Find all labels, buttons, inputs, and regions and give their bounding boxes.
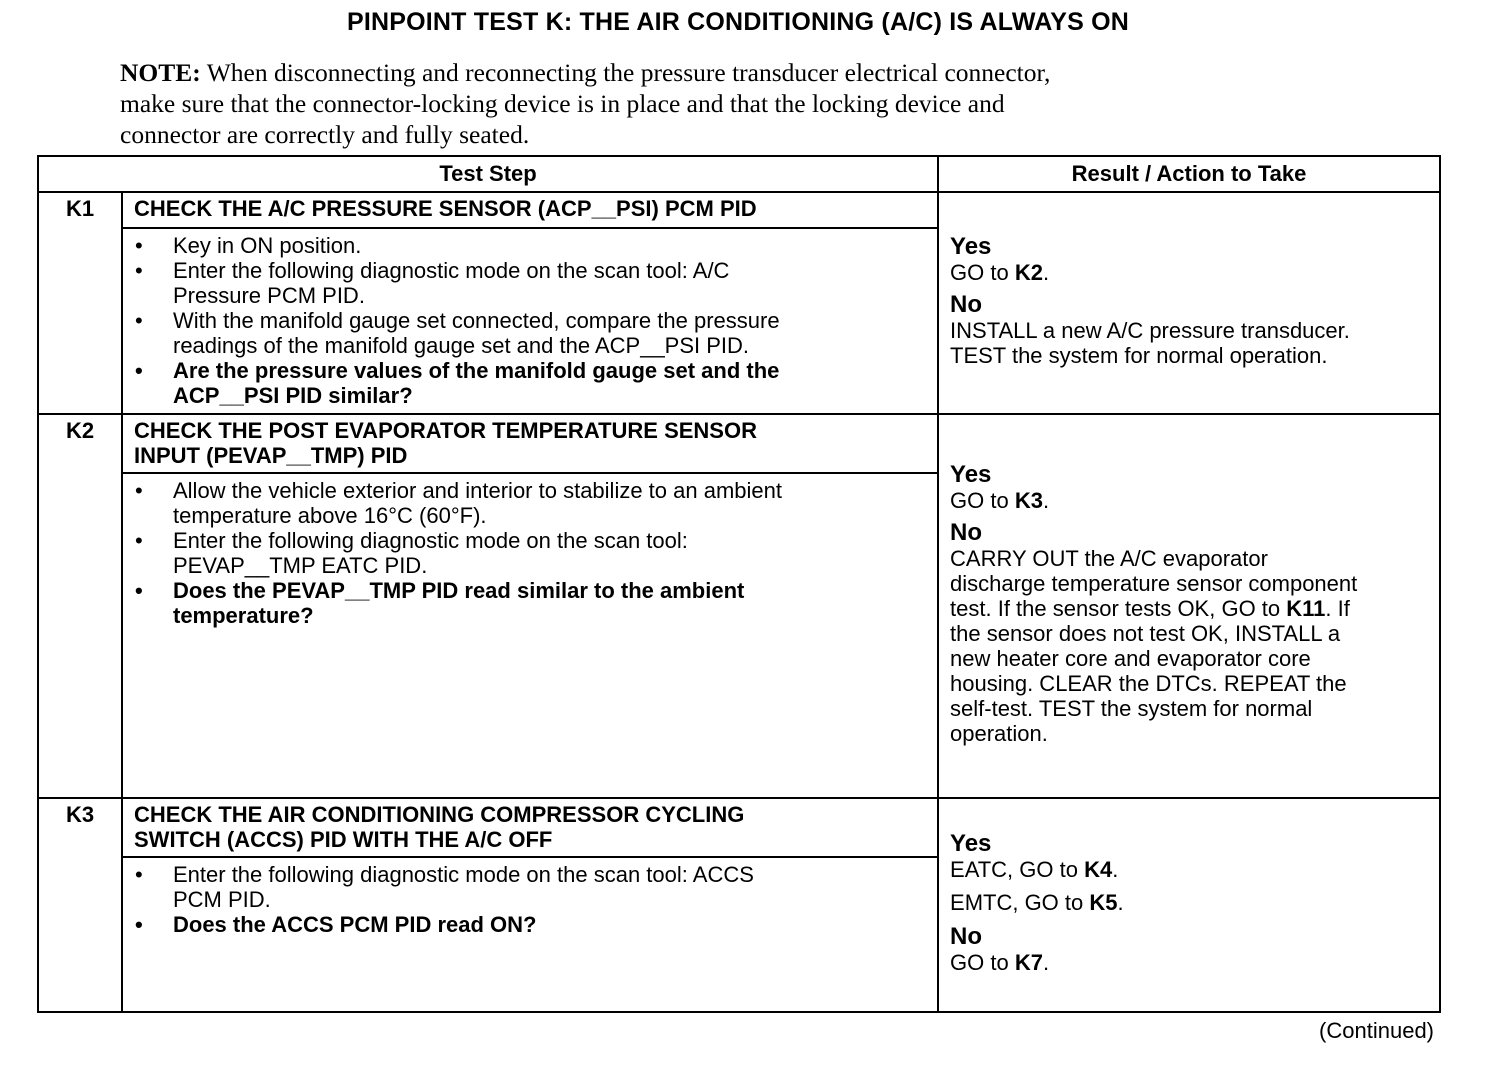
result-action-group — [950, 260, 1429, 285]
step-title-row — [38, 414, 1440, 473]
continued-label: (Continued) — [1319, 1018, 1434, 1043]
result-action-line: INSTALL a new A/C pressure transducer. — [950, 317, 1350, 343]
instruction-line: temperature? — [173, 603, 314, 628]
result-action-line: TEST the system for normal operation. — [950, 342, 1328, 368]
step-title-row — [38, 798, 1440, 857]
result-action-line: test. If the sensor tests OK, GO to K11. If — [950, 595, 1350, 621]
step-reference: K11 — [1286, 595, 1326, 621]
result-action-line: EATC, GO to K4. — [950, 856, 1119, 882]
pinpoint-test-table — [37, 155, 1441, 1013]
result-action-group — [950, 318, 1429, 368]
step-reference: K5 — [1089, 889, 1118, 915]
no-result-label: No — [950, 518, 983, 546]
instruction-line: With the manifold gauge set connected, compare the pressure — [173, 308, 780, 333]
instruction-item — [135, 862, 927, 912]
step-result — [938, 414, 1440, 798]
no-result-label: No — [950, 290, 983, 318]
step-result — [938, 798, 1440, 1012]
result-action-line: the sensor does not test OK, INSTALL a — [950, 620, 1341, 646]
step-id: K2 — [38, 414, 122, 798]
yes-result-label: Yes — [950, 829, 992, 857]
note-line: make sure that the connector-locking device is in place and that the locking device and — [120, 89, 1005, 118]
instruction-list — [135, 233, 927, 408]
step-reference: K4 — [1084, 856, 1113, 882]
instruction-line: Enter the following diagnostic mode on the scan tool: — [173, 528, 688, 553]
step-result — [938, 192, 1440, 414]
result-action-line: GO to K7. — [950, 949, 1050, 975]
instruction-line: Does the PEVAP__TMP PID read similar to the ambient — [173, 578, 745, 603]
bullet-icon: • — [135, 912, 143, 937]
step-reference: K2 — [1014, 259, 1043, 285]
step-question — [135, 358, 927, 408]
step-title — [122, 414, 938, 473]
bullet-icon: • — [135, 358, 143, 383]
instruction-line: Key in ON position. — [173, 233, 362, 258]
instruction-item — [135, 308, 927, 358]
instruction-line: Allow the vehicle exterior and interior to stabilize to an ambient — [173, 478, 782, 503]
step-title-line: INPUT (PEVAP__TMP) PID — [134, 443, 408, 468]
instruction-line: readings of the manifold gauge set and the ACP__PSI PID. — [173, 333, 750, 358]
step-id: K1 — [38, 192, 122, 414]
result-action-group — [950, 488, 1429, 513]
step-title-line: SWITCH (ACCS) PID WITH THE A/C OFF — [134, 827, 553, 852]
result-action-line: GO to K3. — [950, 487, 1050, 513]
instruction-line: Enter the following diagnostic mode on the scan tool: A/C — [173, 258, 730, 283]
bullet-icon: • — [135, 862, 143, 887]
instruction-line: Enter the following diagnostic mode on the scan tool: ACCS — [173, 862, 754, 887]
page-title: PINPOINT TEST K: THE AIR CONDITIONING (A/C) IS ALWAYS ON — [346, 8, 1130, 36]
instruction-line: temperature above 16°C (60°F). — [173, 503, 487, 528]
bullet-icon: • — [135, 578, 143, 603]
header-result-action: Result / Action to Take — [938, 156, 1440, 192]
note-line: connector are correctly and fully seated. — [120, 120, 530, 149]
result-action-line: operation. — [950, 720, 1048, 746]
yes-result-label: Yes — [950, 232, 992, 260]
instruction-line: Does the ACCS PCM PID read ON? — [173, 912, 537, 937]
instruction-line: Pressure PCM PID. — [173, 283, 365, 308]
result-action-line: self-test. TEST the system for normal — [950, 695, 1313, 721]
step-reference: K7 — [1014, 949, 1043, 975]
bullet-icon: • — [135, 308, 143, 333]
result-action-line: GO to K2. — [950, 259, 1050, 285]
yes-result-label: Yes — [950, 460, 992, 488]
step-title — [122, 798, 938, 857]
note-line: NOTE: When disconnecting and reconnecting the pressure transducer electrical connector, — [120, 58, 1051, 87]
instruction-list — [135, 478, 927, 628]
step-instructions — [122, 857, 938, 1012]
step-title-line: CHECK THE A/C PRESSURE SENSOR (ACP__PSI) PCM PID — [134, 196, 757, 221]
result-action-group — [950, 546, 1429, 746]
step-title-line: CHECK THE AIR CONDITIONING COMPRESSOR CYCLING — [134, 802, 745, 827]
step-title-row — [38, 192, 1440, 228]
instruction-item — [135, 528, 927, 578]
step-id: K3 — [38, 798, 122, 1012]
instruction-item — [135, 233, 927, 258]
result-action-line: housing. CLEAR the DTCs. REPEAT the — [950, 670, 1347, 696]
step-instructions — [122, 228, 938, 414]
result-action-line: CARRY OUT the A/C evaporator — [950, 545, 1268, 571]
bullet-icon: • — [135, 478, 143, 503]
step-question — [135, 912, 927, 937]
step-title-line: CHECK THE POST EVAPORATOR TEMPERATURE SENSOR — [134, 418, 757, 443]
step-reference: K3 — [1014, 487, 1043, 513]
instruction-line: ACP__PSI PID similar? — [173, 383, 413, 408]
instruction-item — [135, 478, 927, 528]
step-question — [135, 578, 927, 628]
instruction-item — [135, 258, 927, 308]
instruction-line: PEVAP__TMP EATC PID. — [173, 553, 428, 578]
result-action-line: discharge temperature sensor component — [950, 570, 1358, 596]
result-action-group — [950, 857, 1429, 915]
step-instructions — [122, 473, 938, 798]
instruction-list — [135, 862, 927, 937]
note-block — [120, 57, 1320, 150]
instruction-line: Are the pressure values of the manifold gauge set and the — [173, 358, 780, 383]
result-action-group — [950, 950, 1429, 975]
bullet-icon: • — [135, 233, 143, 258]
table-header-row — [38, 156, 1440, 192]
bullet-icon: • — [135, 258, 143, 283]
bullet-icon: • — [135, 528, 143, 553]
instruction-line: PCM PID. — [173, 887, 271, 912]
result-action-line: new heater core and evaporator core — [950, 645, 1311, 671]
step-title — [122, 192, 938, 228]
header-test-step: Test Step — [38, 156, 938, 192]
result-action-line: EMTC, GO to K5. — [950, 889, 1124, 915]
note-label: NOTE: — [120, 58, 201, 87]
no-result-label: No — [950, 922, 983, 950]
